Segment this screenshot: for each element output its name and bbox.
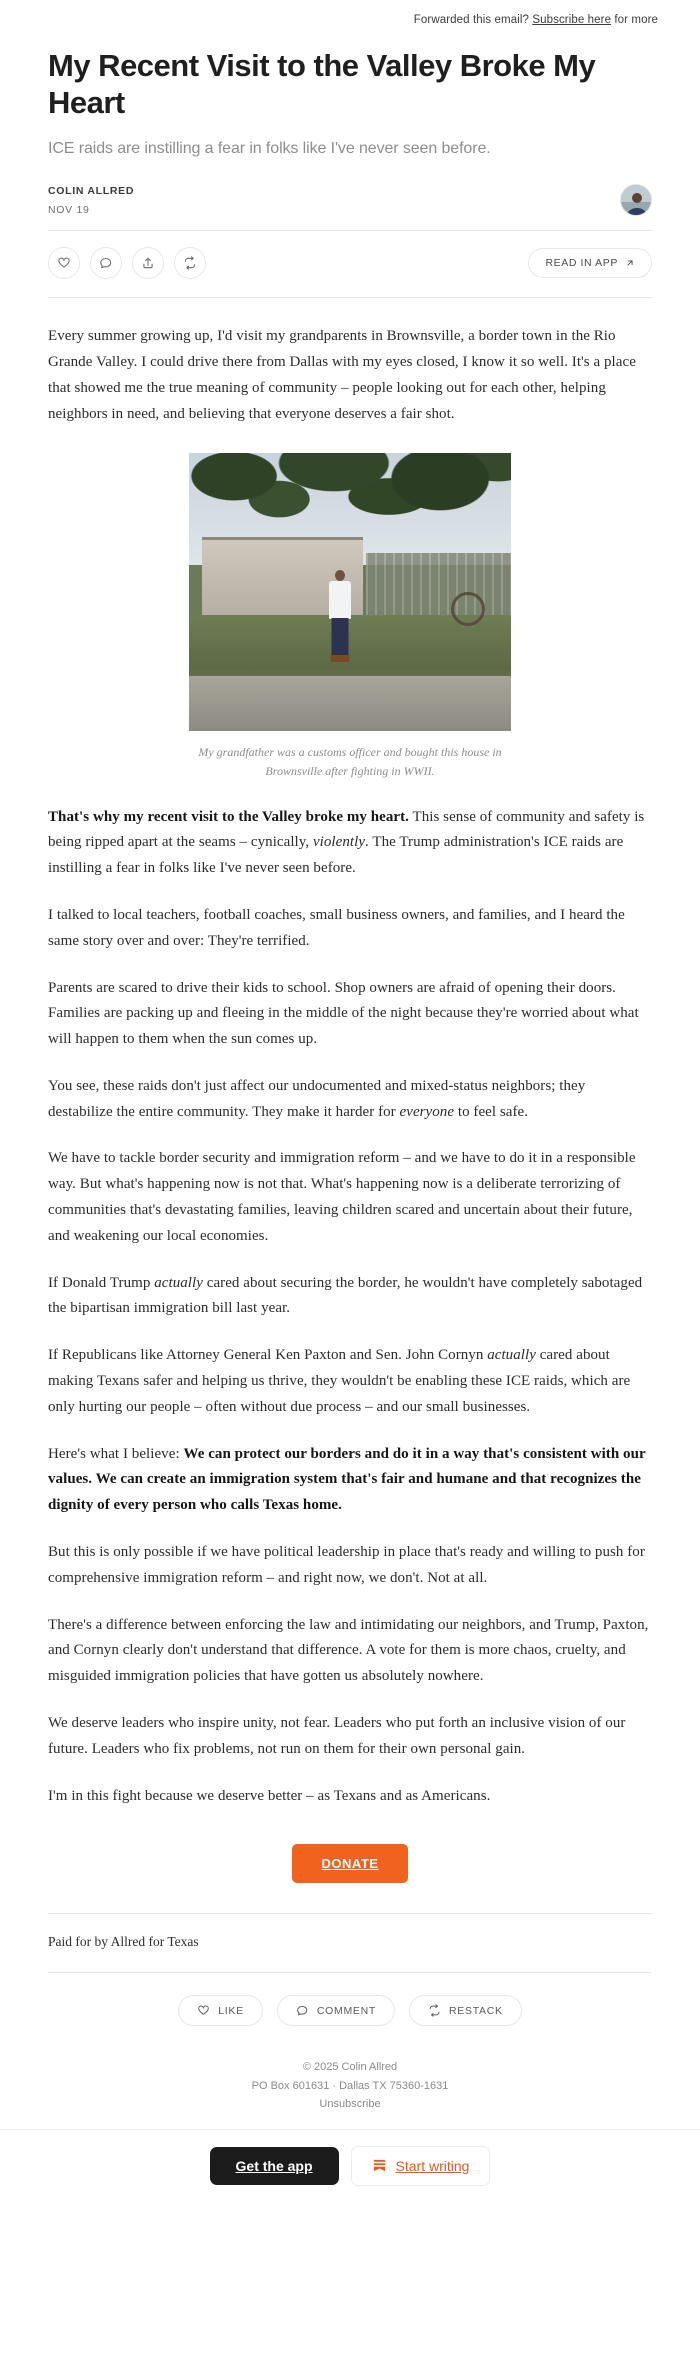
comment-pill-label: COMMENT <box>316 2004 376 2017</box>
start-writing-label: Start writing <box>395 2157 470 2174</box>
like-button[interactable] <box>48 247 80 279</box>
paragraph: Every summer growing up, I'd visit my grandparents in Brownsville, a border town in the Rio Grande Valley. I could drive there from Dallas with my eyes closed, I know it so well. It's a place that showed me the true meaning of community – people looking out for each other, helping neighbors in need, and believing that everyone deserves a fair shot. <box>48 328 636 422</box>
paid-for-disclaimer: Paid for by Allred for Texas <box>48 1934 199 1950</box>
paragraph: If Republicans like Attorney General Ken Paxton and Sen. John Cornyn actually cared about making Texans safer and helping us thrive, they wouldn't be enabling these ICE raids, which are only hurting our people – often without due process – and our small businesses. <box>48 1347 631 1415</box>
post-image <box>189 453 511 731</box>
page-title: My Recent Visit to the Valley Broke My Heart <box>48 48 596 120</box>
post-figure <box>48 453 652 780</box>
comment-icon <box>99 256 113 270</box>
paragraph: That's why my recent visit to the Valley broke my heart. This sense of community and safety is being ripped apart at the seams – cynically, violently. The Trump administration's ICE raids are instilling a fear in folks like I've never seen before. <box>48 808 645 877</box>
comment-icon <box>296 2004 309 2017</box>
avatar[interactable] <box>620 184 652 216</box>
subscribe-link[interactable]: Subscribe here <box>532 14 612 26</box>
arrow-up-right-icon <box>625 258 635 268</box>
read-in-app-label: READ IN APP <box>545 257 618 270</box>
paragraph: Here's what I believe: We can protect our borders and do it in a way that's consistent with our values. We can create an immigration system that's fair and humane and that recognizes the dignity of every person who calls Texas home. <box>48 1445 646 1514</box>
restack-icon <box>428 2004 441 2017</box>
footer-meta <box>0 2046 700 2128</box>
comment-button[interactable] <box>90 247 122 279</box>
paragraph: We deserve leaders who inspire unity, not fear. Leaders who put forth an inclusive vision of our future. Leaders who fix problems, not run on them for their own personal gain. <box>48 1715 626 1757</box>
share-icon <box>141 256 155 270</box>
comment-pill[interactable] <box>277 1995 395 2026</box>
paragraph: I talked to local teachers, football coaches, small business owners, and families, and I heard the same story over and over: They're terrified. <box>48 906 625 949</box>
publish-date: NOV 19 <box>48 203 90 216</box>
heart-icon <box>197 2004 210 2017</box>
donate-button[interactable]: DONATE <box>292 1844 409 1883</box>
get-the-app-button[interactable]: Get the app <box>210 2147 339 2185</box>
byline-text <box>48 185 134 216</box>
image-caption: My grandfather was a customs officer and bought this house in Brownsville after fighting in WWII. <box>198 745 502 778</box>
app-cta-row <box>0 2130 700 2206</box>
read-in-app-button[interactable] <box>528 248 652 278</box>
donate-section <box>48 1830 652 1913</box>
post-body <box>0 298 700 1913</box>
restack-button[interactable] <box>174 247 206 279</box>
like-pill-label: LIKE <box>218 2004 244 2017</box>
paragraph: There's a difference between enforcing the law and intimidating our neighbors, and Trump, Paxton, and Cornyn clearly don't understand that difference. A vote for them is more chaos, cruelty, and misguided immigration policies that have gotten us absolutely nowhere. <box>48 1616 649 1685</box>
restack-pill[interactable] <box>409 1995 522 2026</box>
paragraph: We have to tackle border security and immigration reform – and we have to do it in a responsible way. But what's happening now is not that. What's happening now is a deliberate terrorizing of communities that's devastating families, leaving children scared and uncertain about their future, and weakening our local economies. <box>48 1150 636 1244</box>
forwarded-suffix: for more <box>614 14 658 26</box>
post-content <box>48 298 652 1809</box>
page-subtitle: ICE raids are instilling a fear in folks like I've never seen before. <box>48 139 491 157</box>
restack-icon <box>183 256 197 270</box>
forwarded-prefix: Forwarded this email? <box>413 14 530 26</box>
paragraph: I'm in this fight because we deserve better – as Texans and as Americans. <box>48 1787 491 1804</box>
paragraph: Parents are scared to drive their kids to school. Shop owners are afraid of opening their doors. Families are packing up and fleeing in the middle of the night because they're worried about what will happen to them when the sun comes up. <box>48 979 639 1048</box>
substack-icon <box>372 2158 387 2173</box>
start-writing-button[interactable] <box>351 2146 491 2186</box>
paragraph: But this is only possible if we have political leadership in place that's ready and willing to push for comprehensive immigration reform – and right now, we don't. Not at all. <box>48 1544 645 1586</box>
action-icons <box>48 247 206 279</box>
like-pill[interactable] <box>178 1995 263 2026</box>
engagement-bar <box>0 1973 700 2046</box>
byline <box>48 184 652 230</box>
masthead <box>0 26 700 230</box>
restack-pill-label: RESTACK <box>449 2004 503 2017</box>
paragraph: You see, these raids don't just affect our undocumented and mixed-status neighbors; they destabilize the entire community. They make it harder for everyone to feel safe. <box>48 1077 586 1120</box>
paragraph: If Donald Trump actually cared about securing the border, he wouldn't have completely sabotaged the bipartisan immigration bill last year. <box>48 1274 643 1317</box>
forwarded-banner <box>0 0 700 26</box>
heart-icon <box>57 256 71 270</box>
mailing-address: PO Box 601631 · Dallas TX 75360-1631 <box>251 2079 449 2092</box>
copyright: © 2025 Colin Allred <box>302 2061 398 2074</box>
share-button[interactable] <box>132 247 164 279</box>
unsubscribe-link[interactable]: Unsubscribe <box>319 2097 381 2110</box>
action-bar <box>0 231 700 297</box>
author-name[interactable]: COLIN ALLRED <box>48 184 135 197</box>
